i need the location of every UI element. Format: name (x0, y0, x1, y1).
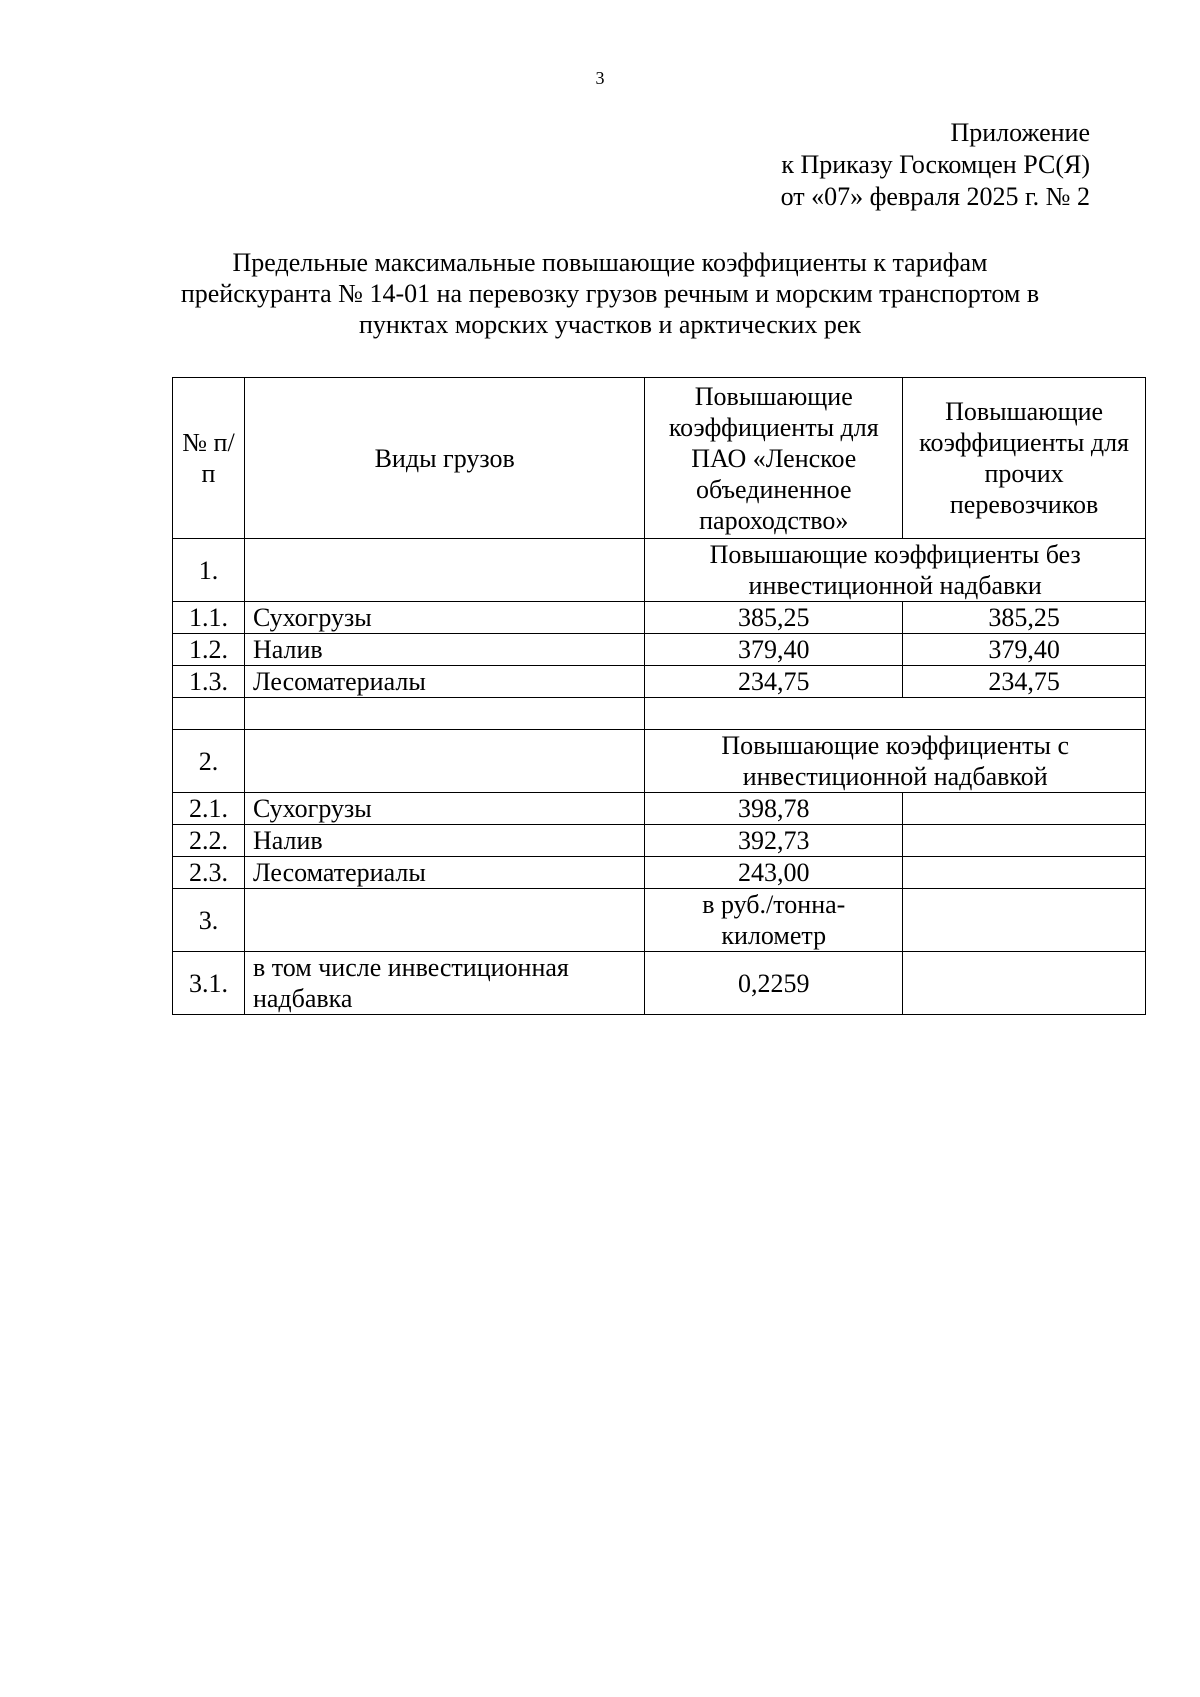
coefficients-table (172, 377, 1146, 1015)
row-num: 1.2. (173, 634, 245, 666)
row-num: 1.3. (173, 666, 245, 698)
document-title (140, 247, 1080, 340)
row-cargo: Лесоматериалы (244, 666, 644, 698)
row-num: 3.1. (173, 952, 245, 1015)
row-cargo: Сухогрузы (244, 793, 644, 825)
appendix-line-1: Приложение (950, 118, 1090, 147)
row-lena: 0,2259 (645, 952, 903, 1015)
appendix-line-3: от «07» февраля 2025 г. № 2 (780, 182, 1090, 211)
row-others: 234,75 (903, 666, 1146, 698)
table-row (173, 825, 1146, 857)
appendix-line-2: к Приказу Госкомцен РС(Я) (781, 150, 1090, 179)
row-cargo: Лесоматериалы (244, 857, 644, 889)
spacer-cell (645, 698, 1146, 730)
section-3-unit: в руб./тонна-километр (645, 889, 903, 952)
row-others: 379,40 (903, 634, 1146, 666)
row-num: 1.1. (173, 602, 245, 634)
table-row (173, 793, 1146, 825)
section-3-cargo-empty (244, 889, 644, 952)
table-row (173, 634, 1146, 666)
title-line-3: пунктах морских участков и арктических рек (358, 310, 862, 339)
row-lena: 398,78 (645, 793, 903, 825)
header-cargo: Виды грузов (244, 378, 644, 539)
title-line-2: прейскуранта № 14-01 на перевозку грузов речным и морским транспортом в (180, 279, 1040, 308)
row-num: 2.3. (173, 857, 245, 889)
spacer-row (173, 698, 1146, 730)
header-lena: Повышающие коэффициенты для ПАО «Ленское объединенное пароходство» (645, 378, 903, 539)
row-others (903, 793, 1146, 825)
section-3-num: 3. (173, 889, 245, 952)
table-row (173, 666, 1146, 698)
row-lena: 379,40 (645, 634, 903, 666)
page-number: 3 (595, 68, 605, 88)
section-3-row (173, 889, 1146, 952)
row-lena: 234,75 (645, 666, 903, 698)
row-cargo: Сухогрузы (244, 602, 644, 634)
row-lena: 243,00 (645, 857, 903, 889)
section-2-cargo-empty (244, 730, 644, 793)
section-1-row (173, 539, 1146, 602)
title-line-1: Предельные максимальные повышающие коэффициенты к тарифам (232, 248, 988, 277)
table-header-row (173, 378, 1146, 539)
row-others (903, 952, 1146, 1015)
section-2-num: 2. (173, 730, 245, 793)
spacer-cell (173, 698, 245, 730)
section-1-title: Повышающие коэффициенты без инвестиционной надбавки (645, 539, 1146, 602)
header-num: № п/п (173, 378, 245, 539)
row-cargo: Налив (244, 634, 644, 666)
section-1-num: 1. (173, 539, 245, 602)
section-2-title: Повышающие коэффициенты с инвестиционной надбавкой (645, 730, 1146, 793)
table-row (173, 857, 1146, 889)
row-num: 2.1. (173, 793, 245, 825)
row-others (903, 857, 1146, 889)
row-lena: 385,25 (645, 602, 903, 634)
table-row (173, 952, 1146, 1015)
row-lena: 392,73 (645, 825, 903, 857)
appendix-block (781, 117, 1090, 213)
spacer-cell (244, 698, 644, 730)
table-row (173, 602, 1146, 634)
row-cargo: в том числе инвестиционная надбавка (244, 952, 644, 1015)
section-3-others-empty (903, 889, 1146, 952)
section-1-cargo-empty (244, 539, 644, 602)
section-2-row (173, 730, 1146, 793)
row-num: 2.2. (173, 825, 245, 857)
row-others: 385,25 (903, 602, 1146, 634)
row-others (903, 825, 1146, 857)
header-others: Повышающие коэффициенты для прочих перевозчиков (903, 378, 1146, 539)
row-cargo: Налив (244, 825, 644, 857)
